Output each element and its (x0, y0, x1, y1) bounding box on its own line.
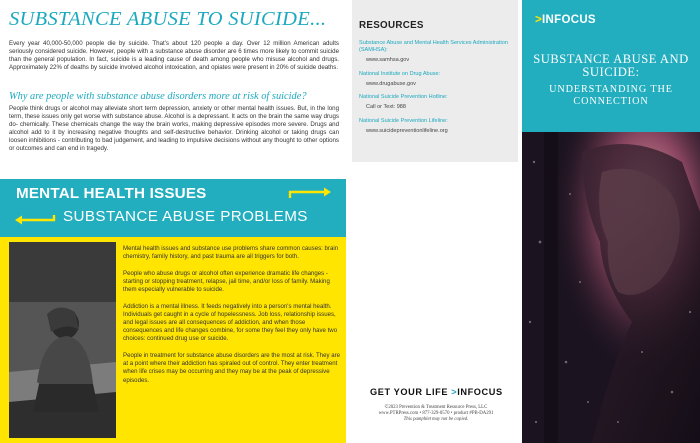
resources-box (352, 0, 518, 162)
brand-in: IN (542, 14, 555, 26)
distressed-man-photo (9, 242, 116, 438)
middle-panel (346, 0, 522, 443)
tagline-accent: INFOCUS (457, 387, 503, 397)
left-panel (0, 0, 346, 443)
woman-rain-window-photo (522, 132, 700, 443)
mental-health-paragraph: Addiction is a mental illness. It feeds negatively into a person's mental health. Individuals get caught in a cycle of hopelessness. Job loss, relationship issues, and legal issues are all consequences of addiction, and when those consequences and life changes combine, for some they feel they only have two choices: continued drug use or suicide. (123, 302, 338, 343)
resource-item (359, 40, 517, 64)
substance-abuse-heading: SUBSTANCE ABUSE PROBLEMS (63, 208, 308, 225)
mental-health-header (0, 179, 346, 237)
infocus-logo (535, 14, 596, 26)
resource-item (359, 118, 517, 135)
tagline-main: GET YOUR LIFE (370, 387, 449, 397)
section-title: SUBSTANCE ABUSE TO SUICIDE... (9, 8, 327, 30)
mental-health-block (0, 179, 346, 443)
tagline-arrow: > (451, 387, 458, 397)
cover-panel (522, 0, 700, 443)
mental-health-text (123, 245, 341, 393)
mental-health-paragraph: People in treatment for substance abuse disorders are the most at risk. They are at a point where their addiction has spiraled out of control. They enter treatment when life crises may be occurring and they may be at the peak of depressive episodes. (123, 351, 341, 384)
cover-subtitle: UNDERSTANDING THE CONNECTION (549, 84, 673, 107)
resource-phone: Call or Text: 988 (366, 104, 406, 111)
mental-health-paragraph: People who abuse drugs or alcohol often experience dramatic life changes - starting or stopping treatment, relapse, jail time, and/or loss of family. Making them especially vulnerable to suicide. (123, 269, 330, 294)
tagline-logo (370, 387, 503, 397)
resource-name: National Suicide Prevention Hotline: (359, 94, 448, 101)
intro-paragraph: Every year 40,000-50,000 people die by suicide. That's about 120 people a day. Over 12 million American adults seriously considered suicide. However, people with a substance abuse disorder are 6 times more likely to commit suicide than the general population. In fact, suicide is a leading cause of death among people who misuse alcohol and drugs. Approximately 22% of deaths by suicide involved alcohol intoxication, and opiates were present in 20% of suicide deaths. (9, 40, 339, 72)
cover-title: SUBSTANCE ABUSE AND SUICIDE: (533, 52, 689, 80)
resource-item (359, 94, 517, 111)
contact-line: www.PTRPress.com • 877-329-0570 • product #PB-DA291 (378, 411, 494, 417)
resources-title: RESOURCES (359, 20, 424, 31)
resource-link[interactable]: www.samhsa.gov (366, 57, 410, 64)
resource-link[interactable]: www.suicidepreventionlifeline.org (366, 127, 448, 134)
brand-focus: FOCUS (554, 14, 596, 26)
resource-name: National Suicide Prevention Lifeline: (359, 118, 448, 125)
brand-arrow: > (535, 14, 543, 26)
resource-name: National Institute on Drug Abuse: (359, 70, 441, 77)
resources-list (359, 40, 517, 142)
resource-item (359, 71, 517, 88)
copyright-block (358, 405, 514, 423)
question-heading: Why are people with substance abuse disorders more at risk of suicide? (9, 91, 307, 102)
copyright-line: ©2023 Prevention & Treatment Resource Press, LLC (384, 405, 488, 410)
arrow-right-icon (288, 184, 332, 200)
mental-health-paragraph: Mental health issues and substance use problems share common causes: brain chemistry, family history, and past trauma are all triggers for both. (123, 245, 339, 261)
notice-line: This pamphlet may not be copied. (403, 417, 469, 423)
resource-link[interactable]: www.drugabuse.gov (366, 80, 416, 87)
arrow-left-icon (14, 213, 56, 227)
resource-name: Substance Abuse and Mental Health Services Administration (SAMHSA): (359, 40, 508, 54)
mental-health-heading: MENTAL HEALTH ISSUES (16, 185, 207, 202)
answer-paragraph: People think drugs or alcohol may alleviate short term depression, anxiety or other mental health issues. But, in the long term, these issues only get worse with substance abuse. Alcohol is a depressant. It acts on the brain the same way drugs do- chemically. These chemicals change the way the brain works, making depressive episodes more severe. Drugs and alcohol add to it by increasing negative thoughts and self-destructive behavior. Drinking alcohol or taking drugs can loosen inhibitions - contributing to bad judgement, and leading to impulsive decisions without any thought to other options or outcomes and can end in tragedy. (9, 105, 339, 153)
